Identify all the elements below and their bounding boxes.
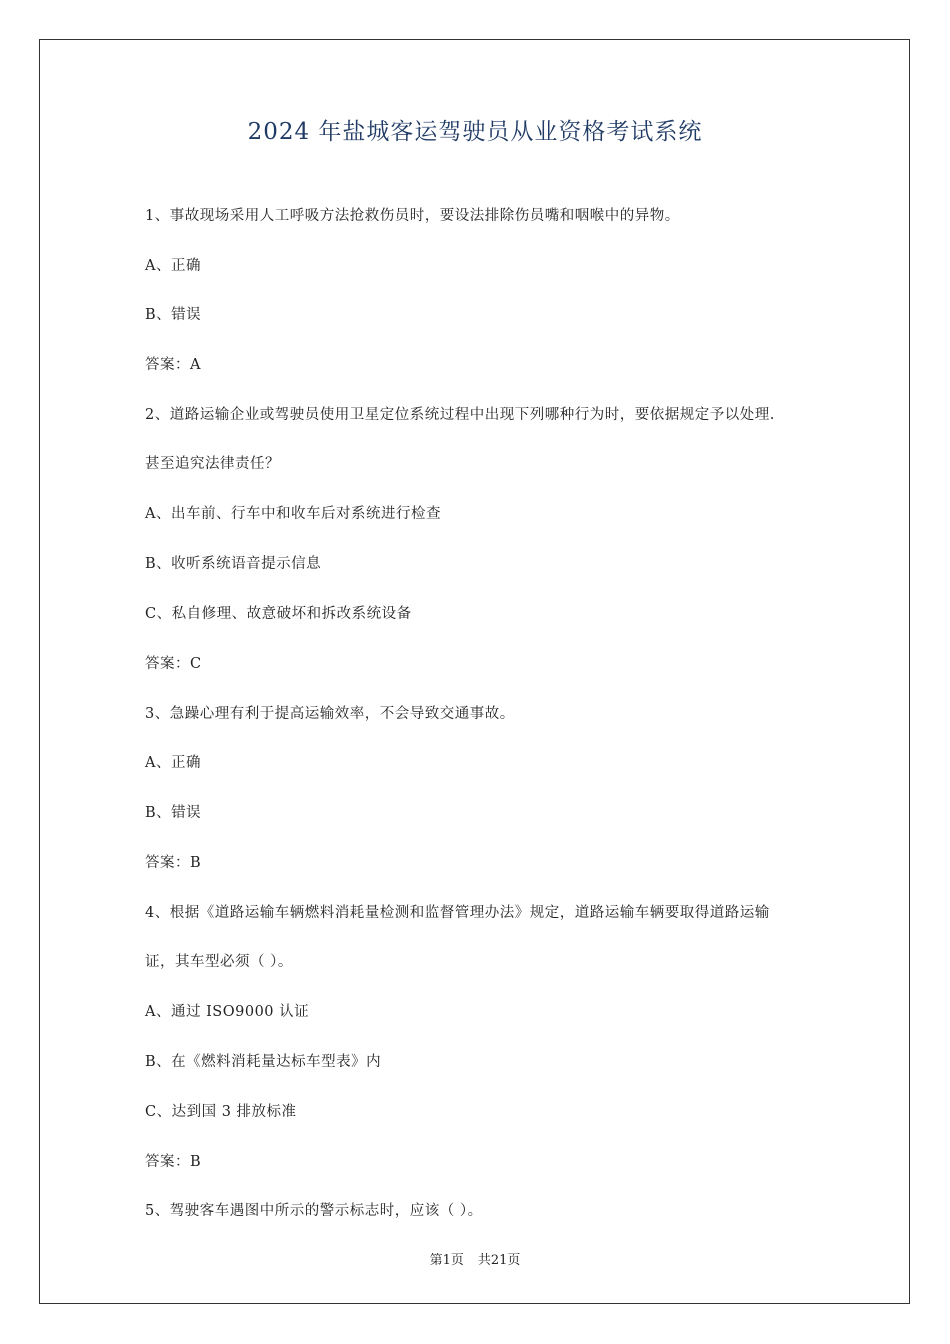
question-3-option-b: B、错误 (145, 805, 202, 821)
question-3-answer: 答案：B (145, 855, 202, 871)
question-2-option-c: C、私自修理、故意破坏和拆改系统设备 (145, 606, 412, 622)
question-1-text: 1、事故现场采用人工呼吸方法抢救伤员时，要设法排除伤员嘴和咽喉中的异物。 (145, 208, 680, 224)
question-4-answer: 答案：B (145, 1154, 202, 1170)
question-4-text-continued: 证，其车型必须（ ）。 (145, 954, 293, 970)
page-number: 第1页 (429, 1253, 464, 1268)
question-4-text: 4、根据《道路运输车辆燃料消耗量检测和监督管理办法》规定，道路运输车辆要取得道路运输 (145, 905, 770, 921)
question-2-option-a: A、出车前、行车中和收车后对系统进行检查 (145, 506, 441, 522)
question-4-option-b: B、在《燃料消耗量达标车型表》内 (145, 1054, 382, 1070)
document-title: 2024 年盐城客运驾驶员从业资格考试系统 (247, 119, 703, 145)
page-footer (0, 1249, 950, 1268)
question-1-answer: 答案：A (145, 357, 201, 373)
question-1-option-b: B、错误 (145, 307, 202, 323)
question-2-text: 2、道路运输企业或驾驶员使用卫星定位系统过程中出现下列哪种行为时，要依据规定予以处理. (145, 407, 775, 423)
question-3-option-a: A、正确 (145, 755, 201, 771)
question-5-text: 5、驾驶客车遇图中所示的警示标志时，应该（ ）。 (145, 1203, 483, 1219)
question-4-option-c: C、达到国 3 排放标准 (145, 1104, 297, 1120)
question-2-option-b: B、收听系统语音提示信息 (145, 556, 322, 572)
question-3-text: 3、急躁心理有利于提高运输效率，不会导致交通事故。 (145, 706, 515, 722)
page-total: 共21页 (477, 1253, 521, 1268)
question-2-answer: 答案：C (145, 656, 202, 672)
question-1-option-a: A、正确 (145, 258, 201, 274)
question-2-text-continued: 甚至追究法律责任？ (145, 456, 280, 472)
question-4-option-a: A、通过 ISO9000 认证 (145, 1004, 310, 1020)
